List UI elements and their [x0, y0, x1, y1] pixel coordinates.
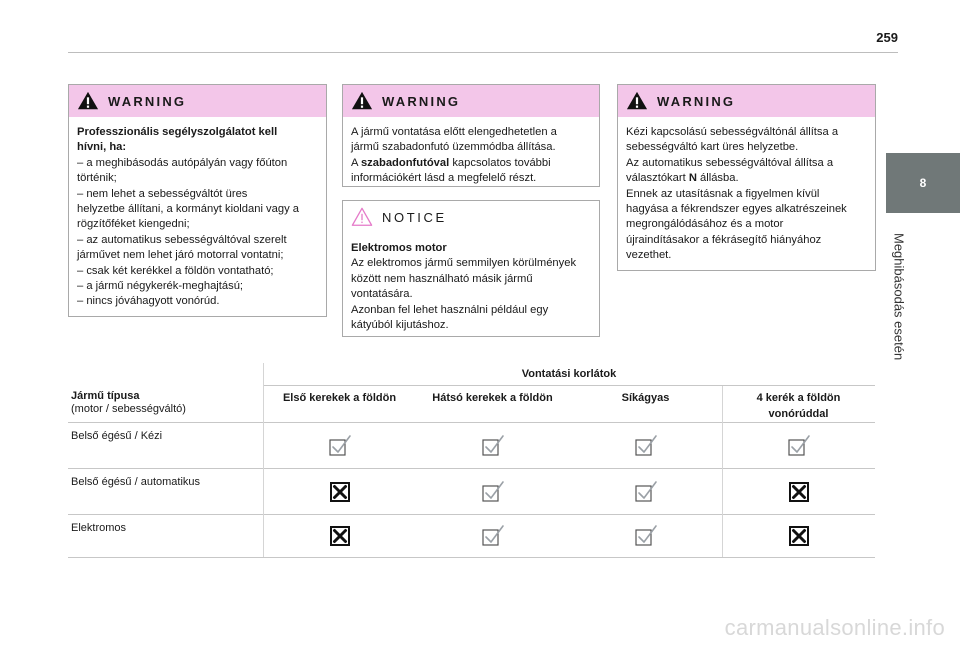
- notice-heading: Elektromos motor: [351, 242, 447, 254]
- allowed-check-icon: [569, 515, 722, 557]
- row-header-title: Jármű típusa: [71, 390, 140, 402]
- text-line: – az automatikus sebességváltóval szerelt: [77, 233, 287, 246]
- warning-text: [343, 117, 599, 187]
- text-line: Ennek az utasításnak a figyelmen kívül: [626, 187, 820, 200]
- warning-title: WARNING: [108, 93, 187, 109]
- text-line: hagyása a fékrendszer egyes alkatrészeinek: [626, 203, 847, 216]
- row-label: Belső égésű / automatikus: [71, 476, 201, 488]
- column-header: [569, 386, 722, 423]
- text-line: Kézi kapcsolású sebességváltónál állítsa a: [626, 126, 839, 138]
- allowed-check-icon: [569, 423, 722, 468]
- allowed-check-icon: [416, 469, 569, 514]
- column-header: [722, 386, 875, 423]
- text-line: – a jármű négykerék-meghajtású;: [77, 280, 244, 293]
- warning-triangle-icon: [351, 90, 373, 112]
- text-line: vezethet.: [626, 249, 672, 262]
- top-rule: [68, 52, 898, 53]
- text-line: történik;: [77, 172, 117, 185]
- text-line: – csak két kerékkel a földön vontatható;: [77, 264, 274, 277]
- text-line: Az elektromos jármű semmilyen körülmények: [351, 257, 577, 270]
- notice-triangle-icon: [351, 206, 373, 228]
- notice-text: [343, 233, 599, 333]
- text-line: járművet nem lehet járó motorral vontatni;: [77, 249, 284, 262]
- allowed-check-icon: [416, 423, 569, 468]
- notice-header: [343, 201, 599, 233]
- column-header: [416, 386, 569, 423]
- text-line: – nem lehet a sebességváltót üres: [77, 187, 248, 200]
- text-line: helyzetbe állítani, a kormányt kioldani vagy a: [77, 203, 300, 216]
- text-line: jármű szabadonfutó üzemmódba állítása.: [351, 141, 556, 154]
- warning-header: [618, 85, 875, 117]
- warning-box-middle: [342, 84, 600, 187]
- row-header-cell: [68, 386, 263, 423]
- watermark: carmanualsonline.info: [724, 615, 945, 640]
- text-line: Azonban fel lehet használni például egy: [351, 303, 549, 316]
- warning-title: WARNING: [382, 93, 461, 109]
- row-label: Elektromos: [71, 522, 127, 534]
- column-header-label: Hátsó kerekek a földön: [432, 392, 553, 404]
- row-label: Belső égésű / Kézi: [71, 430, 163, 442]
- chapter-label: [886, 216, 912, 378]
- warning-header: [343, 85, 599, 117]
- warning-triangle-icon: [626, 90, 648, 112]
- text-line: újraindításakor a fékrásegítő hiányához: [626, 233, 822, 246]
- text-line: választókart N állásba.: [626, 172, 739, 185]
- forbidden-cross-icon: [722, 469, 875, 514]
- text-line: vontatására.: [351, 288, 413, 301]
- table-group-header: Vontatási korlátok: [263, 363, 875, 386]
- allowed-check-icon: [263, 423, 416, 468]
- text-line: Professzionális segélyszolgálatot kell: [77, 126, 278, 138]
- text-line: Az automatikus sebességváltóval állítsa a: [626, 156, 834, 169]
- text-line: között nem használható másik jármű: [351, 272, 533, 285]
- text-line: megrongálódásához és a motor: [626, 218, 784, 231]
- chapter-title: Meghibásodás esetén: [891, 233, 907, 361]
- warning-triangle-icon: [77, 90, 99, 112]
- text-line: – a meghibásodás autópályán vagy főúton: [77, 156, 288, 169]
- text-line: információkért lásd a megfelelő részt.: [351, 172, 537, 185]
- text-line: rögzítőféket kiengedni;: [77, 218, 190, 231]
- forbidden-cross-icon: [263, 469, 416, 514]
- text-line: kátyúból kijutáshoz.: [351, 319, 449, 332]
- notice-title: NOTICE: [382, 209, 447, 225]
- text-line: A szabadonfutóval kapcsolatos további: [351, 156, 551, 169]
- forbidden-cross-icon: [722, 515, 875, 557]
- page-number: 259: [876, 30, 898, 45]
- warning-header: [69, 85, 326, 117]
- column-header-label: Első kerekek a földön: [282, 392, 397, 404]
- text-line: A jármű vontatása előtt elengedhetetlen a: [351, 126, 557, 138]
- column-header: [263, 386, 416, 423]
- text-line: – nincs jóváhagyott vonórúd.: [77, 295, 220, 308]
- warning-text: [69, 117, 326, 310]
- warning-title: WARNING: [657, 93, 736, 109]
- allowed-check-icon: [416, 515, 569, 557]
- column-header-label: 4 kerék a földön vonórúddal: [756, 392, 841, 420]
- text-line: sebességváltó kart üres helyzetbe.: [626, 141, 799, 154]
- warning-box-left: [68, 84, 327, 317]
- text-line: hívni, ha:: [77, 141, 127, 154]
- forbidden-cross-icon: [263, 515, 416, 557]
- row-header-subtitle: (motor / sebességváltó): [71, 403, 186, 415]
- allowed-check-icon: [569, 469, 722, 514]
- notice-box: [342, 200, 600, 337]
- chapter-tab[interactable]: [886, 153, 960, 213]
- allowed-check-icon: [722, 423, 875, 468]
- warning-box-right: [617, 84, 876, 271]
- column-header-label: Síkágyas: [621, 392, 670, 404]
- chapter-number: 8: [919, 176, 927, 190]
- warning-text: [618, 117, 875, 264]
